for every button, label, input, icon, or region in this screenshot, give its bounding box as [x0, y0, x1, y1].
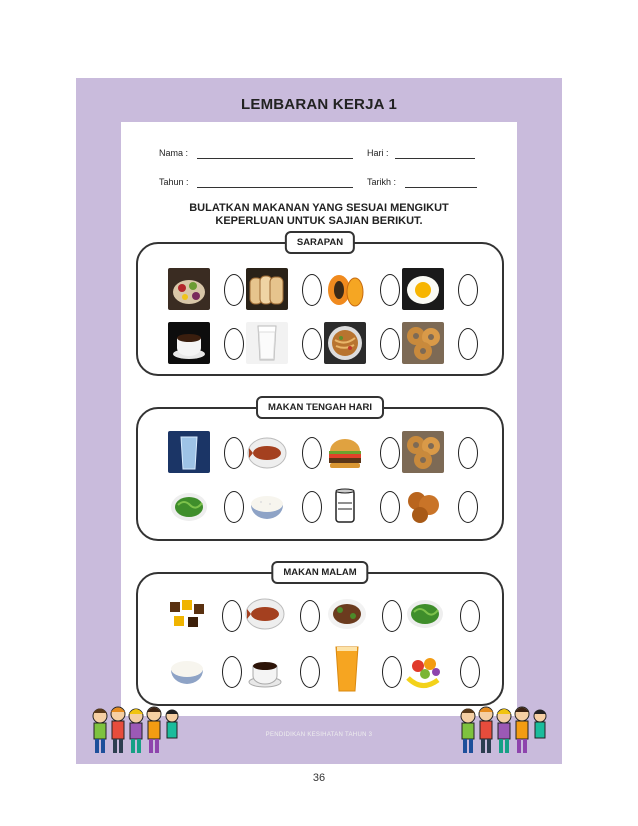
fish-dish-image — [244, 592, 286, 634]
fried-noodles-image — [324, 322, 366, 364]
answer-oval[interactable] — [458, 491, 478, 523]
worksheet-sheet — [121, 122, 517, 716]
worksheet-frame — [76, 78, 562, 764]
instruction-line-1: BULATKAN MAKANAN YANG SESUAI MENGIKUT — [189, 202, 449, 214]
answer-oval[interactable] — [302, 491, 322, 523]
donuts-image — [402, 322, 444, 364]
fish-dish-image — [246, 431, 288, 473]
answer-oval[interactable] — [224, 328, 244, 360]
instruction-text — [121, 202, 517, 228]
answer-oval[interactable] — [458, 437, 478, 469]
answer-oval[interactable] — [382, 656, 402, 688]
section-sarapan — [136, 237, 504, 376]
answer-oval[interactable] — [224, 274, 244, 306]
answer-oval[interactable] — [380, 328, 400, 360]
fried-chicken-image — [402, 485, 444, 527]
orange-juice-image — [326, 644, 368, 694]
nama-field[interactable] — [197, 158, 353, 159]
section-label-makan-malam: MAKAN MALAM — [271, 561, 368, 584]
section-makan-tengah-hari — [136, 402, 504, 541]
papaya-image — [324, 268, 366, 310]
answer-oval[interactable] — [380, 274, 400, 306]
answer-oval[interactable] — [222, 656, 242, 688]
answer-oval[interactable] — [382, 600, 402, 632]
fried-egg-image — [402, 268, 444, 310]
burger-image — [324, 431, 366, 473]
kids-illustration-left — [88, 702, 180, 760]
answer-oval[interactable] — [380, 437, 400, 469]
answer-oval[interactable] — [300, 656, 320, 688]
section-label-sarapan: SARAPAN — [285, 231, 355, 254]
vegetables-image — [404, 592, 446, 634]
coffee-cup-image — [244, 650, 286, 692]
tarikh-field[interactable] — [405, 187, 477, 188]
fruit-platter-image — [168, 268, 210, 310]
answer-oval[interactable] — [302, 274, 322, 306]
water-glass-image — [168, 431, 210, 473]
answer-oval[interactable] — [380, 491, 400, 523]
nama-label: Nama : — [159, 148, 189, 158]
answer-oval[interactable] — [302, 437, 322, 469]
kids-illustration-right — [456, 702, 548, 760]
hari-label: Hari : — [367, 148, 389, 158]
rice-bowl-image — [246, 485, 288, 527]
page-number: 36 — [312, 772, 326, 784]
answer-oval[interactable] — [222, 600, 242, 632]
tarikh-label: Tarikh : — [367, 177, 397, 187]
answer-oval[interactable] — [224, 491, 244, 523]
bread-slices-image — [246, 268, 288, 310]
answer-oval[interactable] — [460, 656, 480, 688]
answer-oval[interactable] — [300, 600, 320, 632]
coffee-cup-image — [168, 322, 210, 364]
tahun-label: Tahun : — [159, 177, 189, 187]
hari-field[interactable] — [395, 158, 475, 159]
tahun-field[interactable] — [197, 187, 353, 188]
rice-bowl-image — [166, 650, 208, 692]
worksheet-title: LEMBARAN KERJA 1 — [241, 96, 397, 113]
soda-can-image — [324, 485, 366, 527]
vegetables-image — [168, 485, 210, 527]
instruction-line-2: KEPERLUAN UNTUK SAJIAN BERIKUT. — [215, 215, 423, 227]
footer-text: PENDIDIKAN KESIHATAN TAHUN 3 — [265, 732, 373, 738]
section-label-makan-tengah-hari: MAKAN TENGAH HARI — [256, 396, 384, 419]
answer-oval[interactable] — [460, 600, 480, 632]
beef-stir-fry-image — [326, 592, 368, 634]
donuts-image — [402, 431, 444, 473]
answer-oval[interactable] — [224, 437, 244, 469]
answer-oval[interactable] — [458, 328, 478, 360]
answer-oval[interactable] — [458, 274, 478, 306]
answer-oval[interactable] — [302, 328, 322, 360]
kuih-cakes-image — [166, 592, 208, 634]
section-makan-malam — [136, 567, 504, 706]
milk-glass-image — [246, 322, 288, 364]
fruit-mix-image — [404, 650, 446, 692]
